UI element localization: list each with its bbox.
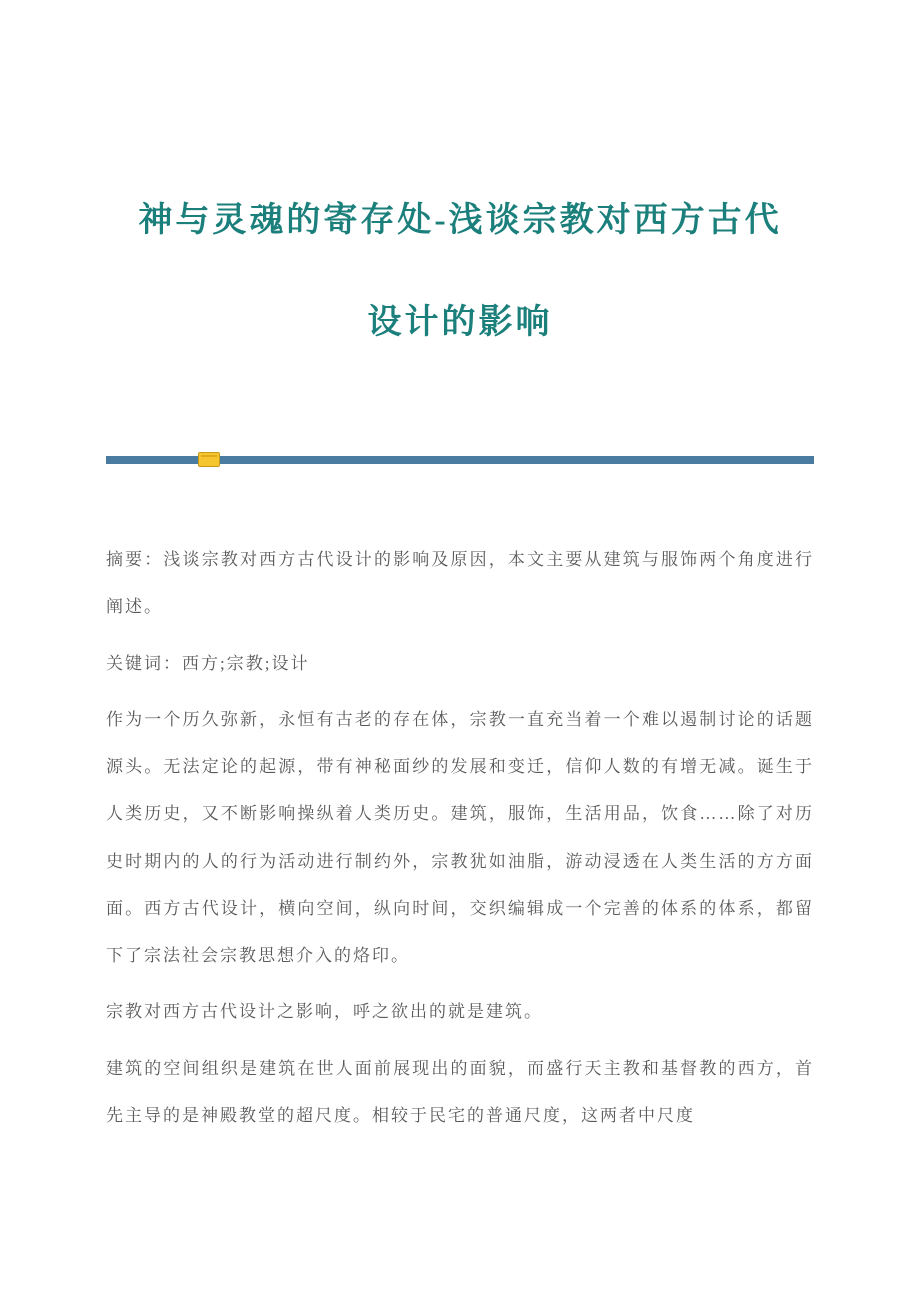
document-title: 神与灵魂的寄存处-浅谈宗教对西方古代设计的影响 <box>138 202 782 341</box>
paragraph-body-1: 作为一个历久弥新，永恒有古老的存在体，宗教一直充当着一个难以遏制讨论的话题源头。无法定论的起源，带有神秘面纱的发展和变迁，信仰人数的有增无减。诞生于人类历史，又不断影响操纵着人类历史。建筑，服饰，生活用品，饮食……除了对历史时期内的人的行为活动进行制约外，宗教犹如油脂，游动浸透在人类生活的方方面面。西方古代设计，横向空间，纵向时间，交织编辑成一个完善的体系的体系，都留下了宗法社会宗教思想介入的烙印。 <box>106 709 814 965</box>
envelope-icon <box>198 452 220 467</box>
paragraph-abstract: 摘要：浅谈宗教对西方古代设计的影响及原因，本文主要从建筑与服饰两个角度进行阐述。 <box>106 550 814 617</box>
document-body <box>106 536 814 1139</box>
paragraph-body-3: 建筑的空间组织是建筑在世人面前展现出的面貌，而盛行天主教和基督教的西方，首先主导的是神殿教堂的超尺度。相较于民宅的普通尺度，这两者中尺度 <box>106 1058 814 1125</box>
title-divider <box>106 456 814 464</box>
paragraph-body-2: 宗教对西方古代设计之影响，呼之欲出的就是建筑。 <box>106 1002 543 1022</box>
paragraph-keywords: 关键词：西方;宗教;设计 <box>106 653 310 673</box>
